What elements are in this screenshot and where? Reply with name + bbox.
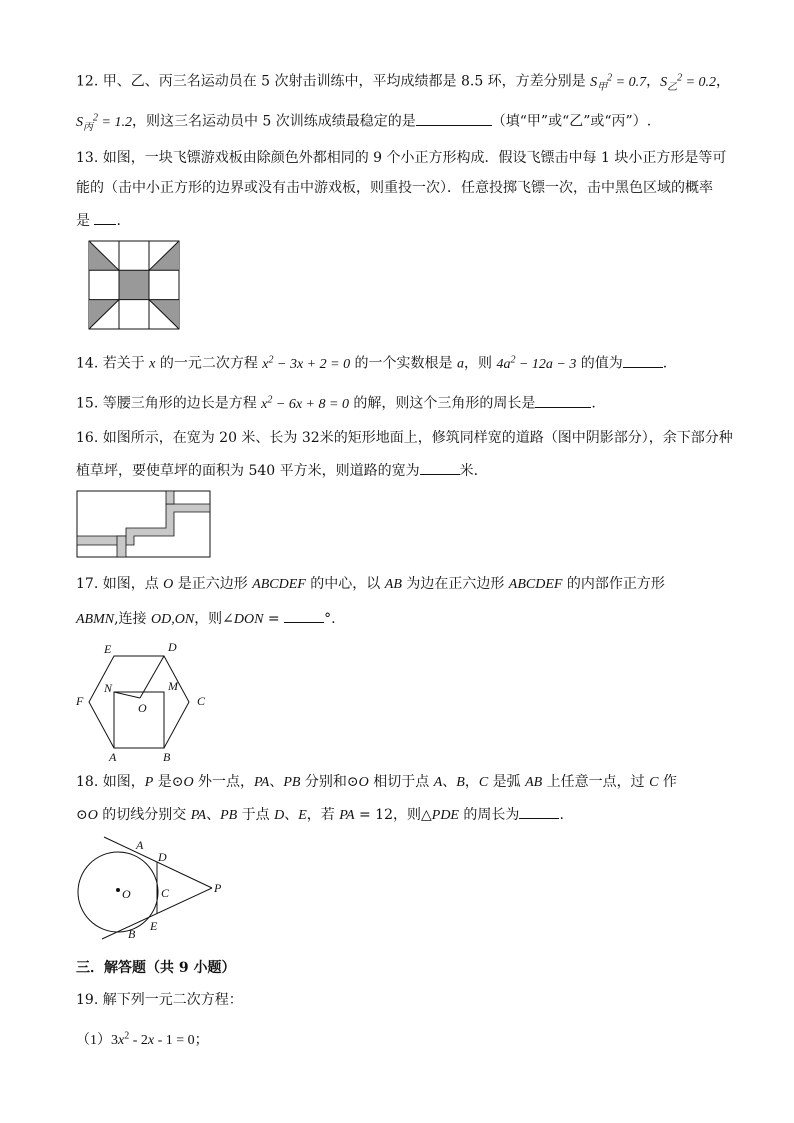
- q16-line2: [76, 460, 488, 481]
- q17-segments: OD,ON: [151, 612, 195, 627]
- label-p: P: [214, 881, 222, 895]
- q18-line2: [76, 804, 564, 826]
- label-c: C: [161, 886, 170, 900]
- q17-point-o: O: [163, 577, 174, 592]
- q18-triangle: PDE: [431, 808, 459, 823]
- q19-line: 19. 解下列一元二次方程：: [76, 992, 243, 1008]
- q13-end: .: [116, 213, 121, 229]
- q18-text-r: 的周长为: [458, 807, 520, 823]
- q18-point-e: E: [298, 808, 307, 823]
- answer-blank-15[interactable]: [535, 393, 591, 408]
- label-m: M: [168, 679, 178, 693]
- q12-variance-yi: $S_乙^2 = 0.2$: [660, 72, 717, 93]
- q12-variance-bing: $S_丙^2 = 1.2$: [76, 112, 132, 133]
- q17-text-d: 为边在正六边形: [401, 576, 509, 592]
- q17-degree: °.: [324, 611, 336, 627]
- q18-arc: AB: [525, 775, 543, 790]
- q17-line2: [76, 608, 336, 630]
- answer-blank-14[interactable]: [623, 353, 663, 368]
- q18-pb-2: PB: [220, 808, 238, 823]
- q17-square: ABMN: [76, 612, 115, 627]
- q16-line1: 16. 如图所示，在宽为 20 米、长为 32米的矩形地面上，修筑同样宽的道路（图中阴影部分），余下部分种: [76, 430, 733, 446]
- label-b: B: [128, 927, 136, 941]
- q12-variance-jia: $S_甲^2 = 0.7$: [590, 72, 647, 93]
- q18-pa-3: PA: [339, 808, 355, 823]
- hexagon-figure: [74, 638, 214, 762]
- q17-line1: [76, 574, 665, 595]
- road-vertical-upper: [166, 491, 174, 504]
- q18-text-m: 、: [206, 807, 221, 823]
- q18-end: .: [559, 807, 564, 823]
- q16-text: 植草坪，要使草坪的面积为 540 平方米，则道路的宽为: [76, 463, 420, 479]
- q12-line1: [76, 68, 730, 97]
- answer-blank-16[interactable]: [420, 460, 460, 475]
- q17-angle: DON: [233, 612, 264, 627]
- q17-text-a: 17. 如图，点: [76, 576, 164, 592]
- q14-text-c: 的一个实数根是: [350, 355, 457, 372]
- q18-point-a: A: [433, 775, 443, 790]
- label-o: O: [138, 701, 147, 715]
- label-e: E: [150, 919, 158, 933]
- q12-text: 12. 甲、乙、丙三名运动员在 5 次射击训练中，平均成绩都是 8.5 环，方差分别是: [76, 73, 591, 90]
- dartboard-figure: [88, 240, 182, 332]
- q18-text-b: 是⊙: [153, 774, 184, 790]
- q18-point-b: B: [456, 775, 465, 790]
- q18-line1: [76, 772, 677, 793]
- q18-point-o-3: O: [87, 808, 98, 823]
- q13-text: 是: [76, 213, 95, 229]
- section-heading: 三．解答题（共 9 小题）: [76, 960, 236, 976]
- q14-expression: $4a^2 - 12a - 3$: [496, 354, 577, 372]
- q15-text-b: 的解，则这个三角形的周长是: [348, 395, 536, 412]
- q17-text-c: 的中心，以: [305, 576, 385, 592]
- q18-text-d: 、: [269, 774, 284, 790]
- q13-line3: [76, 210, 121, 231]
- answer-blank-12[interactable]: [416, 111, 492, 126]
- q18-text-h: ，: [464, 774, 479, 790]
- label-o: O: [122, 887, 131, 901]
- q18-text-q: = 12，则△: [354, 807, 432, 823]
- answer-blank-17[interactable]: [284, 608, 324, 623]
- q18-point-c: C: [478, 775, 489, 790]
- circle-tangent-figure: [72, 834, 232, 944]
- q18-point-o-2: O: [358, 775, 369, 790]
- q14-text-d: ，则: [463, 355, 497, 372]
- label-d: D: [168, 640, 177, 654]
- q17-text-f: ,连接: [114, 611, 152, 627]
- q12-end: ，: [716, 73, 731, 90]
- q17-text-e: 的内部作正方形: [562, 576, 665, 592]
- label-f: F: [76, 694, 84, 708]
- road-figure: [76, 490, 212, 560]
- q18-circle-symbol: ⊙: [76, 807, 88, 823]
- q12-line2: [76, 108, 651, 137]
- q17-hexagon-2: ABCDEF: [508, 577, 563, 592]
- q16-unit: 米．: [459, 463, 488, 479]
- q17-equals: =: [263, 611, 285, 627]
- answer-blank-13[interactable]: [94, 210, 116, 225]
- answer-blank-18[interactable]: [519, 804, 559, 819]
- q14-var-x: x: [149, 356, 156, 372]
- segment-on: [114, 692, 140, 698]
- q15-text-a: 15. 等腰三角形的边长是方程: [76, 395, 262, 412]
- q17-text-g: ，则∠: [194, 611, 234, 627]
- label-c: C: [197, 694, 206, 708]
- label-n: N: [104, 681, 113, 695]
- q15-equation: $x^2 - 6x + 8 = 0$: [261, 394, 349, 412]
- label-a: A: [109, 750, 117, 762]
- label-d: D: [158, 850, 167, 864]
- q13-line2: 能的（击中小正方形的边界或没有击中游戏板，则重投一次）．任意投掷飞镖一次，击中黑色区域的概率: [76, 180, 713, 196]
- q18-point-d: D: [274, 808, 285, 823]
- q18-text-i: 是弧: [488, 774, 526, 790]
- label-e: E: [104, 642, 112, 656]
- q18-point-c-2: C: [649, 775, 659, 790]
- q12-question: ，则这三名运动员中 5 次训练成绩最稳定的是: [131, 113, 416, 130]
- q14-end: .: [662, 355, 668, 372]
- road-vertical: [117, 536, 126, 557]
- q18-text-l: 的切线分别交: [97, 807, 191, 823]
- q14-equation: $x^2 - 3x + 2 = 0$: [262, 354, 351, 372]
- dartboard-center-square: [119, 270, 149, 299]
- q12-hint: （填“甲”或“乙”或“丙”）.: [491, 113, 652, 130]
- label-a: A: [136, 838, 144, 852]
- q18-text-g: 、: [442, 774, 457, 790]
- q19-equation: $(1)3x^2 - 2x - 1 = 0$；: [76, 1030, 209, 1048]
- q18-pa-2: PA: [190, 808, 207, 823]
- q14-text-b: 的一元二次方程: [155, 355, 263, 372]
- q18-text-f: 相切于点: [368, 774, 434, 790]
- label-b: B: [163, 750, 171, 762]
- q18-text-c: 外一点，: [193, 774, 255, 790]
- q18-text-n: 于点: [237, 807, 275, 823]
- q13-line1: 13. 如图，一块飞镖游戏板由除颜色外都相同的 9 个小正方形构成．假设飞镖击中每 1 块小正方形是等可: [76, 150, 727, 166]
- q18-text-k: 作: [658, 774, 677, 790]
- q18-text-p: ，若: [306, 807, 340, 823]
- q15-line: [76, 390, 596, 415]
- q17-side-ab: AB: [384, 577, 402, 592]
- q18-pa: PA: [254, 775, 270, 790]
- q12-sep: ，: [646, 73, 661, 90]
- q15-end: .: [591, 395, 596, 412]
- q18-point-p: P: [144, 775, 154, 790]
- q19-sub1: [76, 1026, 209, 1051]
- q17-text-b: 是正六边形: [173, 576, 253, 592]
- center-dot: [116, 888, 120, 892]
- q14-text-a: 14. 若关于: [76, 355, 150, 372]
- q14-line: [76, 350, 667, 375]
- q18-text-o: 、: [284, 807, 299, 823]
- q18-text-a: 18. 如图，: [76, 774, 145, 790]
- q14-var-a: a: [456, 356, 464, 372]
- q18-text-j: 上任意一点，过: [542, 774, 650, 790]
- q18-text-e: 分别和⊙: [300, 774, 359, 790]
- q18-point-o: O: [183, 775, 194, 790]
- q18-pb: PB: [283, 775, 301, 790]
- q14-text-e: 的值为: [576, 355, 623, 372]
- q17-hexagon: ABCDEF: [252, 577, 306, 592]
